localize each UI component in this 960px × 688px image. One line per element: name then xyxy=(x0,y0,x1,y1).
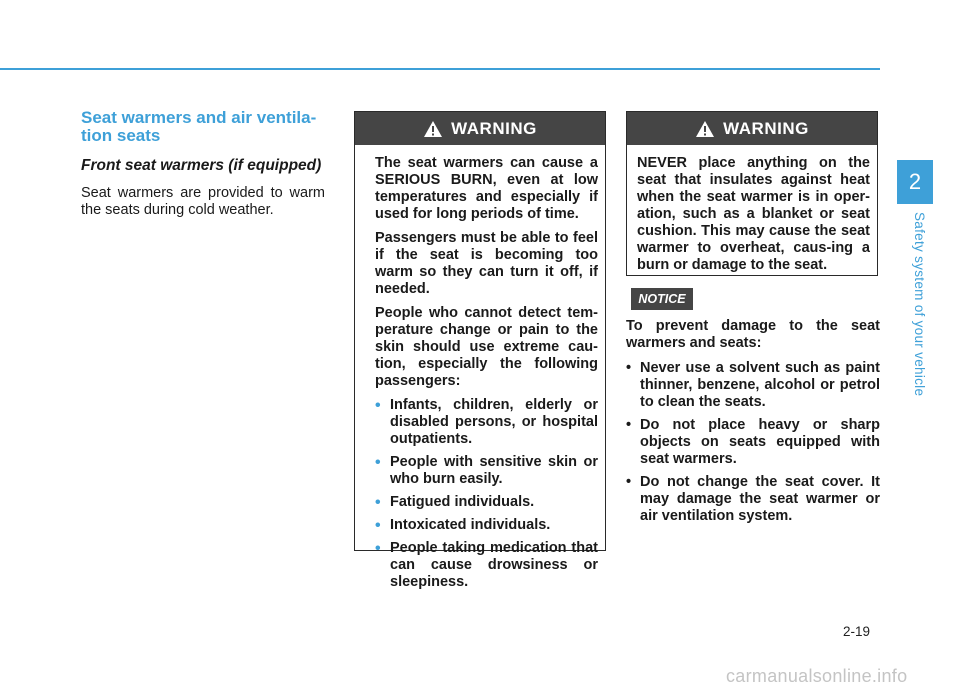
list-item: • Never use a solvent such as paint thinner, benzene, alcohol or petrol to clean the seats. xyxy=(626,360,880,410)
page-number: 2-19 xyxy=(843,624,871,639)
list-item: • People taking medication that can cause drowsiness or sleepiness. xyxy=(375,540,598,590)
warning-triangle-icon xyxy=(695,120,715,138)
notice-bullet-list xyxy=(626,360,880,525)
bullet-icon: • xyxy=(626,417,632,433)
left-column xyxy=(81,109,325,219)
list-item: • Infants, children, elderly or disabled persons, or hospital outpatients. xyxy=(375,397,598,447)
intro-paragraph: Seat warmers are provided to warm the seats during cold weather. xyxy=(81,185,325,218)
top-rule xyxy=(0,68,880,70)
list-item: • Intoxicated individuals. xyxy=(375,517,551,534)
list-item: • Do not change the seat cover. It may damage the seat warmer or air ventilation system. xyxy=(626,474,880,524)
warning-label: WARNING xyxy=(723,118,809,138)
bullet-icon: • xyxy=(626,474,632,490)
bullet-icon: • xyxy=(375,540,381,557)
list-item: • Fatigued individuals. xyxy=(375,494,535,511)
warning-paragraph: People who cannot detect tem-perature change or pain to the skin should use extreme cau-tion, especially the following passengers: xyxy=(375,305,598,389)
warning-header xyxy=(627,112,877,145)
watermark: carmanualsonline.info xyxy=(726,666,908,686)
notice-section xyxy=(626,318,880,531)
warning-paragraph: Passengers must be able to feel if the seat is becoming too warm so they can turn it off, if needed. xyxy=(375,230,598,297)
bullet-icon: • xyxy=(626,360,632,376)
bullet-icon: • xyxy=(375,517,381,534)
warning-body xyxy=(355,145,605,605)
chapter-title: Safety system of your vehicle xyxy=(912,212,927,397)
warning-box-insulation xyxy=(626,111,878,276)
notice-badge: NOTICE xyxy=(631,288,693,310)
bullet-icon: • xyxy=(375,494,381,511)
chapter-tab: 2 xyxy=(897,160,933,204)
warning-label: WARNING xyxy=(451,118,537,138)
warning-paragraph: The seat warmers can cause a SERIOUS BURN, even at low temperatures and especially if used for long periods of time. xyxy=(375,155,598,222)
warning-paragraph: NEVER place anything on the seat that insulates against heat when the seat warmer is in oper-ation, such as a blanket or seat cushion. This may cause the seat warmer to overheat, caus-ing a burn or damage to the seat. xyxy=(637,155,870,273)
section-title: Seat warmers and air ventila- tion seats xyxy=(81,108,317,145)
warning-triangle-icon xyxy=(423,120,443,138)
sub-title: Front seat warmers (if equipped) xyxy=(81,157,322,174)
list-item: • People with sensitive skin or who burn easily. xyxy=(375,454,598,487)
warning-body xyxy=(627,145,877,289)
warning-header xyxy=(355,112,605,145)
warning-bullet-list xyxy=(375,397,598,591)
warning-box-seat-warmers xyxy=(354,111,606,590)
notice-intro: To prevent damage to the seat warmers and seats: xyxy=(626,318,880,351)
list-item: • Do not place heavy or sharp objects on seats equipped with seat warmers. xyxy=(626,417,880,467)
bullet-icon: • xyxy=(375,454,381,471)
bullet-icon: • xyxy=(375,397,381,414)
